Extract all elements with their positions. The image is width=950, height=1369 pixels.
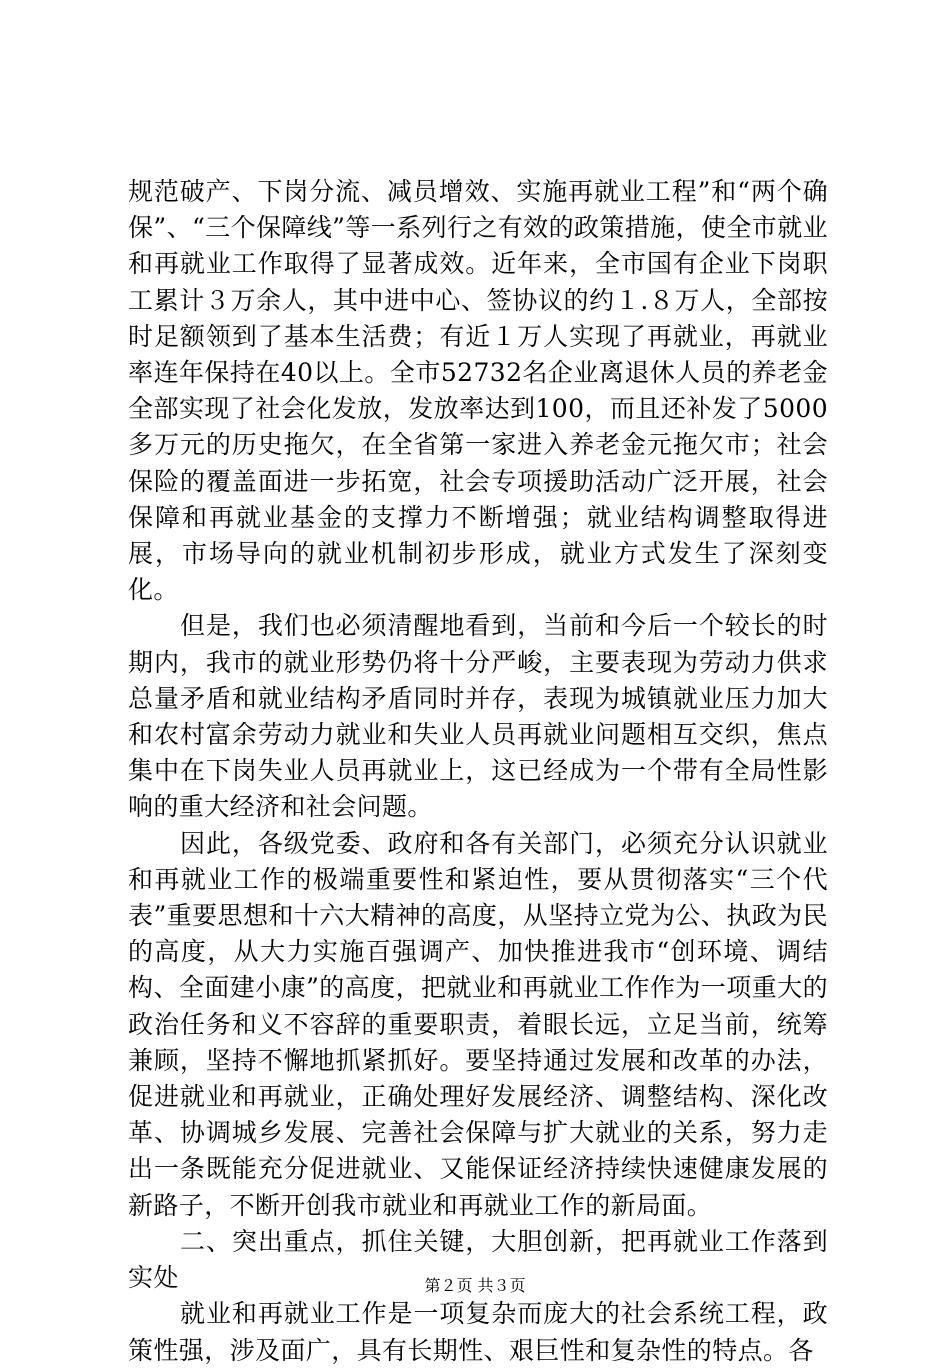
- document-body: [128, 174, 828, 1369]
- section-heading-two: 二、突出重点，抓住关键，大胆创新，把再就业工作落到实处: [128, 1226, 828, 1293]
- page-footer: 第２页 共３页: [424, 1276, 526, 1295]
- paragraph-system-engineering: 就业和再就业工作是一项复杂而庞大的社会系统工程，政策性强，涉及面广，具有长期性、艰巨性和复杂性的特点。各: [128, 1299, 828, 1365]
- paragraph-continued: 规范破产、下岗分流、减员增效、实施再就业工程”和“两个确保”、“三个保障线”等一系列行之有效的政策措施，使全市就业和再就业工作取得了显著成效。近年来，全市国有企业下岗职工累计３万余人，其中进中心、签协议的约１.８万人，全部按时足额领到了基本生活费；有近１万人实现了再就业，再就业率连年保持在40以上。全市52732名企业离退休人员的养老金全部实现了社会化发放，发放率达到100，而且还补发了5000多万元的历史拖欠，在全省第一家进入养老金元拖欠市；社会保险的覆盖面进一步拓宽，社会专项援助活动广泛开展，社会保障和再就业基金的支撑力不断增强；就业结构调整取得进展，市场导向的就业机制初步形成，就业方式发生了深刻变化。: [128, 177, 828, 605]
- paragraph-employment-situation: 但是，我们也必须清醒地看到，当前和今后一个较长的时期内，我市的就业形势仍将十分严峻，主要表现为劳动力供求总量矛盾和就业结构矛盾同时并存，表现为城镇就业压力加大和农村富余劳动力就业和失业人员再就业问题相互交织，焦点集中在下岗失业人员再就业上，这已经成为一个带有全局性影响的重大经济和社会问题。: [128, 611, 828, 822]
- paragraph-importance: 因此，各级党委、政府和各有关部门，必须充分认识就业和再就业工作的极端重要性和紧迫性，要从贯彻落实“三个代表”重要思想和十六大精神的高度，从坚持立党为公、执政为民的高度，从大力实施百强调产、加快推进我市“创环境、调结构、全面建小康”的高度，把就业和再就业工作作为一项重大的政治任务和义不容辞的重要职责，着眼长远，立足当前，统筹兼顾，坚持不懈地抓紧抓好。要坚持通过发展和改革的办法，促进就业和再就业，正确处理好发展经济、调整结构、深化改革、协调城乡发展、完善社会保障与扩大就业的关系，努力走出一条既能充分促进就业、又能保证经济持续快速健康发展的新路子，不断开创我市就业和再就业工作的新局面。: [128, 828, 828, 1220]
